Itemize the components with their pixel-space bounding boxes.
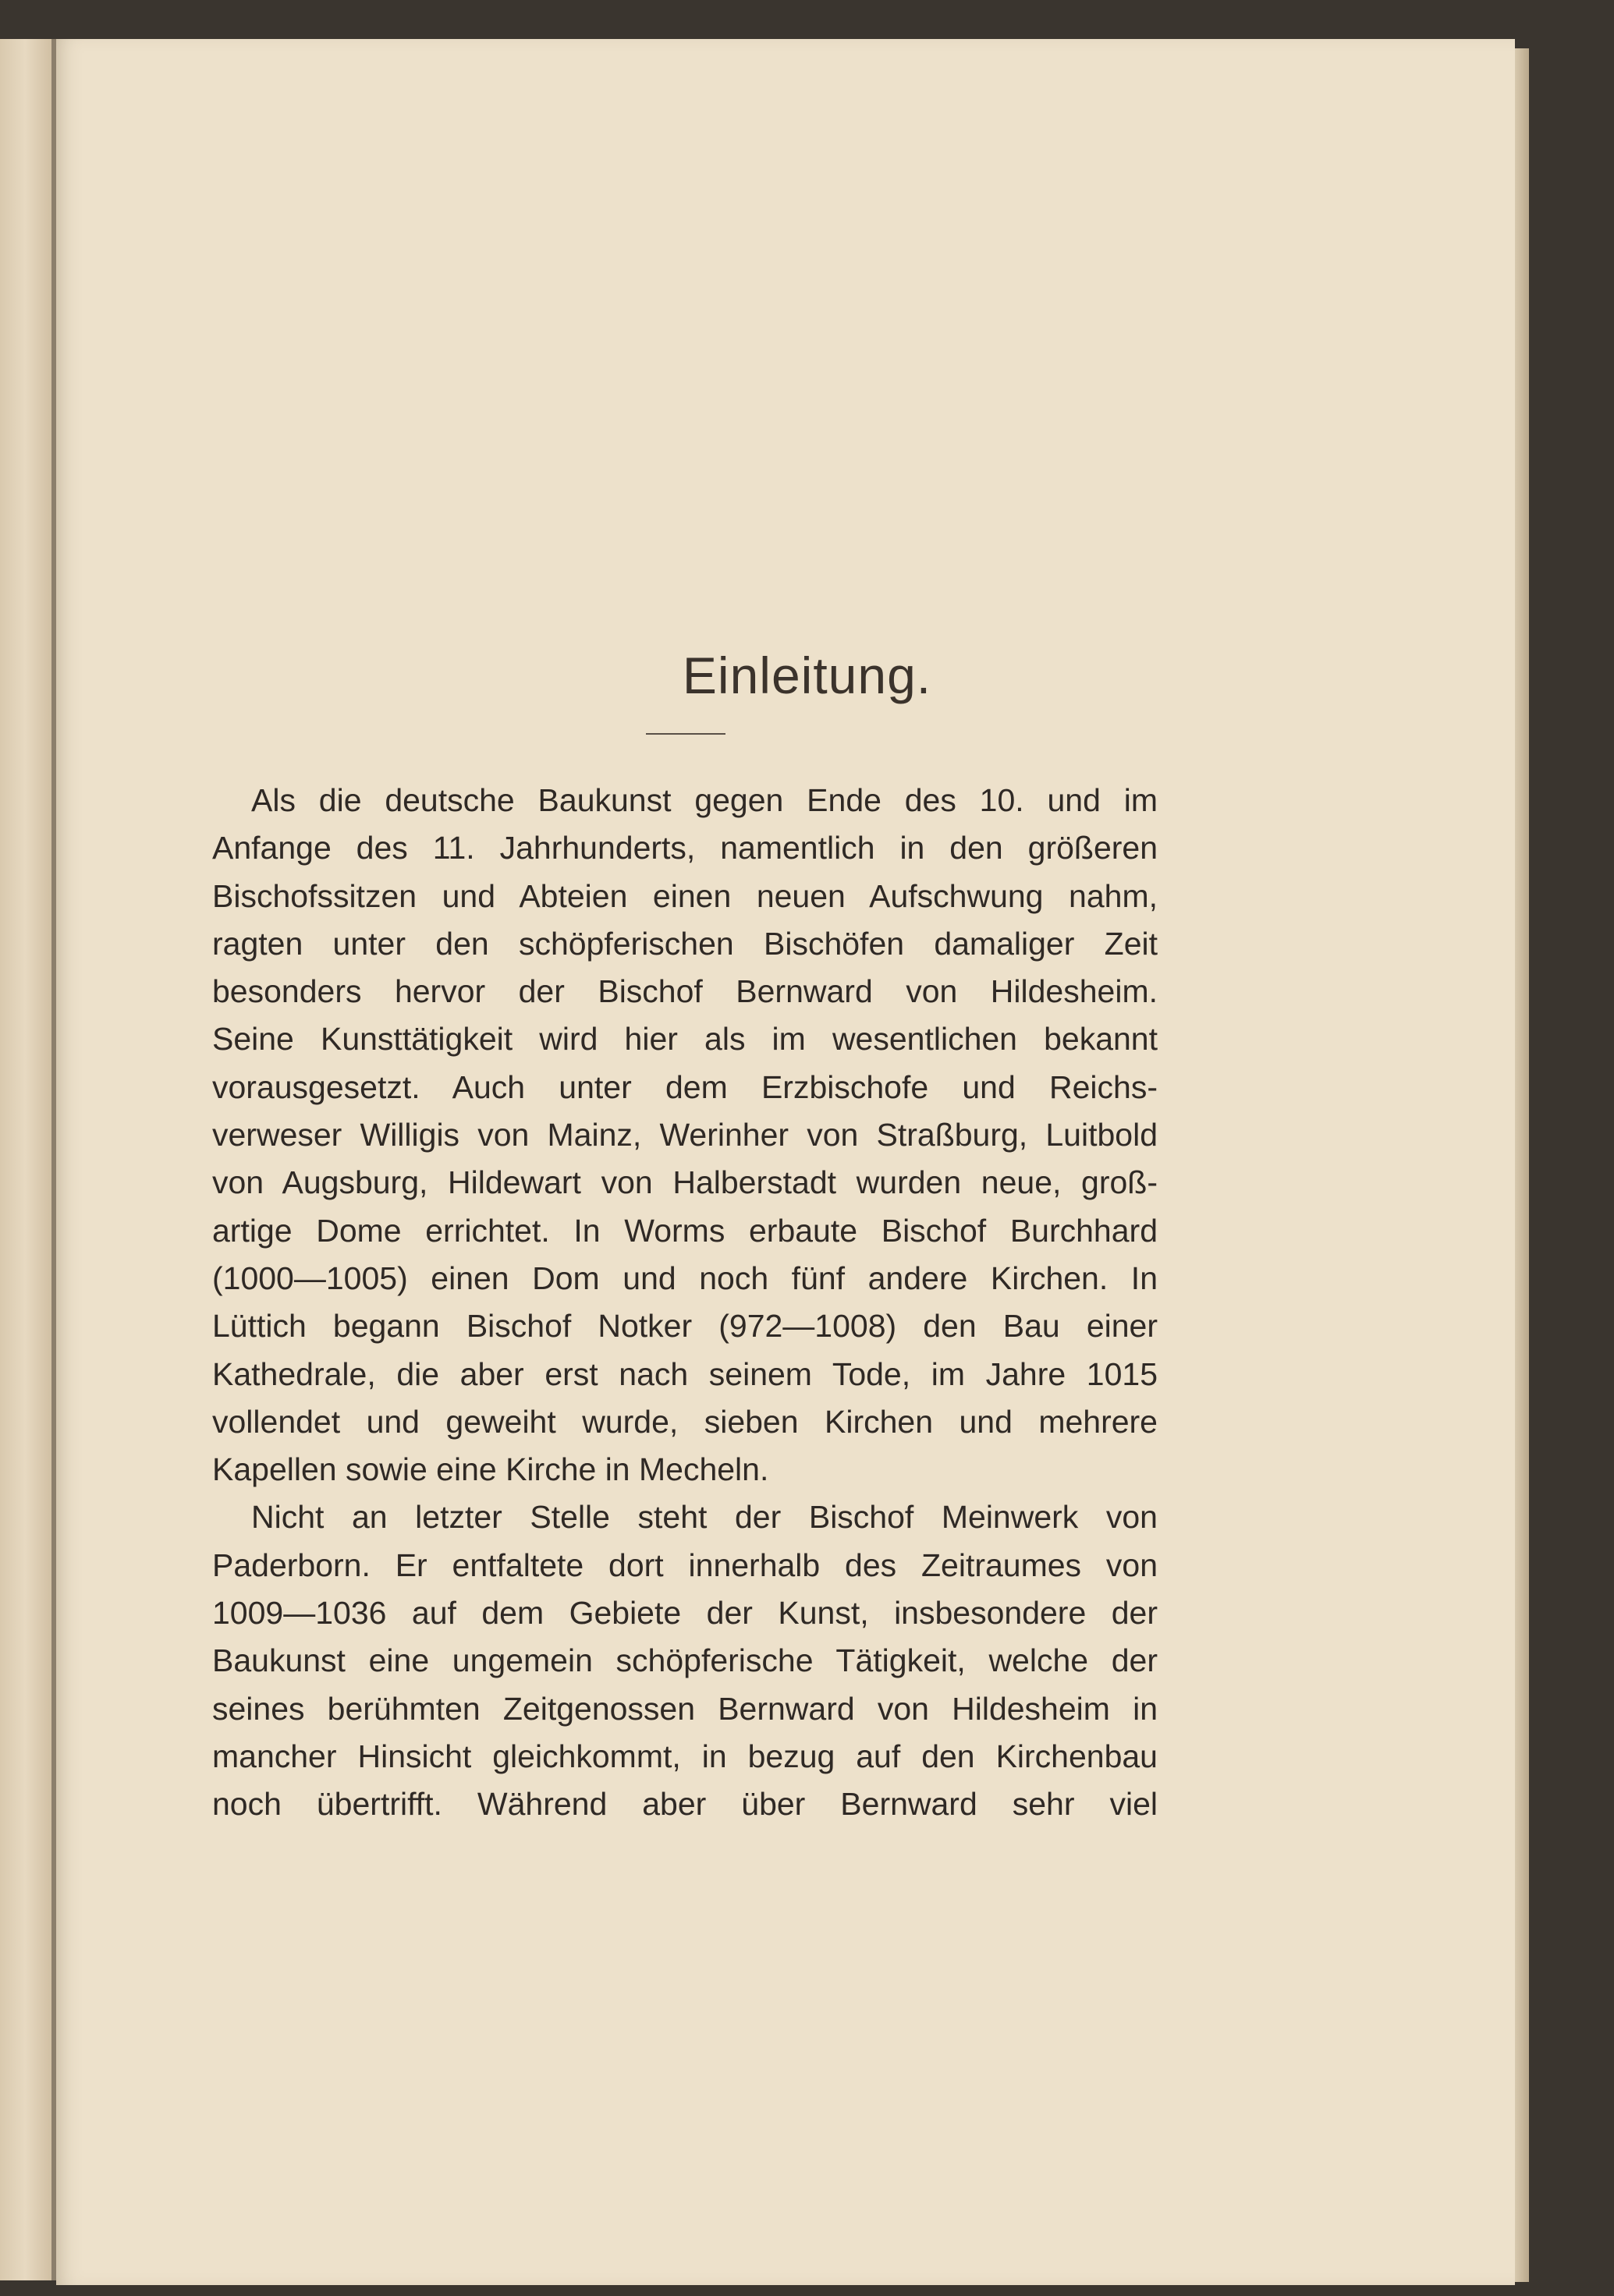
text-line: besonders hervor der Bischof Bernward von Hildesheim. xyxy=(212,973,1158,1010)
body-text xyxy=(212,777,1158,1829)
text-line: noch übertrifft. Während aber über Bernward sehr viel xyxy=(212,1786,1158,1823)
facing-page-edge xyxy=(0,39,56,2280)
text-line: Paderborn. Er entfaltete dort innerhalb des Zeitraumes von xyxy=(212,1547,1158,1583)
text-line: mancher Hinsicht gleichkommt, in bezug auf den Kirchenbau xyxy=(212,1738,1158,1774)
text-line: von Augsburg, Hildewart von Halberstadt wurden neue, groß- xyxy=(212,1164,1158,1201)
text-line: Lüttich begann Bischof Notker (972—1008) den Bau einer xyxy=(212,1308,1158,1345)
text-line: (1000—1005) einen Dom und noch fünf andere Kirchen. In xyxy=(212,1260,1158,1296)
text-line: Als die deutsche Baukunst gegen Ende des 10. und im xyxy=(251,782,1158,818)
text-line: Baukunst eine ungemein schöpferische Tätigkeit, welche der xyxy=(212,1642,1158,1679)
chapter-title: Einleitung. xyxy=(682,647,932,704)
text-line: Seine Kunsttätigkeit wird hier als im wesentlichen bekannt xyxy=(212,1021,1158,1058)
text-line: Kathedrale, die aber erst nach seinem Tode, im Jahre 1015 xyxy=(212,1355,1158,1392)
text-line: vollendet und geweiht wurde, sieben Kirchen und mehrere xyxy=(212,1403,1158,1440)
text-line: seines berühmten Zeitgenossen Bernward von Hildesheim in xyxy=(212,1690,1158,1727)
text-line: vorausgesetzt. Auch unter dem Erzbischofe und Reichs- xyxy=(212,1068,1158,1105)
page-fore-edge xyxy=(1515,48,1529,2282)
text-line: verweser Willigis von Mainz, Werinher von Straßburg, Luitbold xyxy=(212,1117,1158,1153)
title-divider xyxy=(646,733,725,735)
text-line: Anfange des 11. Jahrhunderts, namentlich in den größeren xyxy=(212,830,1158,866)
text-line: 1009—1036 auf dem Gebiete der Kunst, insbesondere der xyxy=(212,1595,1158,1632)
text-line: Bischofssitzen und Abteien einen neuen Aufschwung nahm, xyxy=(212,877,1158,914)
text-line: Nicht an letzter Stelle steht der Bischof Meinwerk von xyxy=(251,1499,1158,1536)
text-line: artige Dome errichtet. In Worms erbaute Bischof Burchhard xyxy=(212,1212,1158,1249)
text-line: ragten unter den schöpferischen Bischöfen damaliger Zeit xyxy=(212,925,1158,962)
text-line: Kapellen sowie eine Kirche in Mecheln. xyxy=(212,1451,769,1488)
